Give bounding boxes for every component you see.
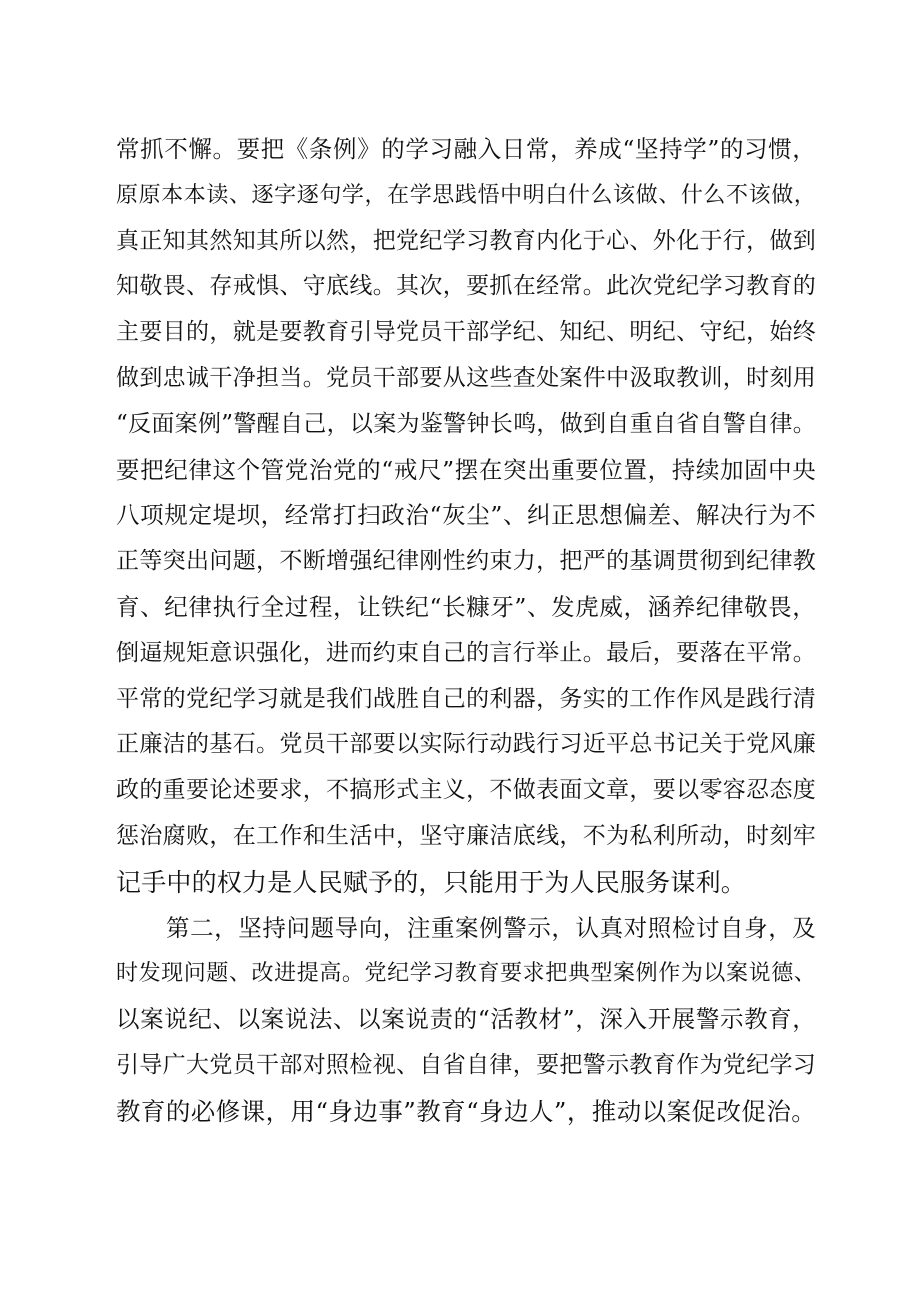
text-line: 惩治腐败，在工作和生活中，坚守廉洁底线，不为私利所动，时刻牢 bbox=[116, 822, 816, 849]
text-line: 倒逼规矩意识强化，进而约束自己的言行举止。最后，要落在平常。 bbox=[116, 639, 816, 666]
paragraph-1 bbox=[116, 127, 816, 906]
text-line: 主要目的，就是要教育引导党员干部学纪、知纪、明纪、守纪，始终 bbox=[116, 319, 816, 346]
text-line: 真正知其然知其所以然，把党纪学习教育内化于心、外化于行，做到 bbox=[116, 227, 816, 254]
text-line: 知敬畏、存戒惧、守底线。其次，要抓在经常。此次党纪学习教育的 bbox=[116, 273, 816, 300]
text-line: 原原本本读、逐字逐句学，在学思践悟中明白什么该做、什么不该做， bbox=[116, 182, 816, 208]
text-line: 以案说纪、以案说法、以案说责的“活教材”，深入开展警示教育， bbox=[116, 1005, 816, 1034]
text-line: 正廉洁的基石。党员干部要以实际行动践行习近平总书记关于党风廉 bbox=[116, 731, 816, 758]
text-line: “反面案例”警醒自己，以案为鉴警钟长鸣，做到自重自省自警自律。 bbox=[116, 410, 816, 437]
text-line: 引导广大党员干部对照检视、自省自律，要把警示教育作为党纪学习 bbox=[116, 1051, 816, 1078]
body-text bbox=[116, 127, 816, 1135]
text-line: 记手中的权力是人民赋予的，只能用于为人民服务谋利。 bbox=[116, 867, 747, 897]
text-line: 时发现问题、改进提高。党纪学习教育要求把典型案例作为以案说德、 bbox=[116, 961, 816, 987]
text-line: 教育的必修课，用“身边事”教育“身边人”，推动以案促改促治。 bbox=[116, 1096, 816, 1126]
text-line: 常抓不懈。要把《条例》的学习融入日常，养成“坚持学”的习惯， bbox=[116, 135, 816, 163]
text-line: 平常的党纪学习就是我们战胜自己的利器，务实的工作作风是践行清 bbox=[116, 685, 816, 712]
text-line: 正等突出问题，不断增强纪律刚性约束力，把严的基调贯彻到纪律教 bbox=[116, 548, 816, 575]
text-line: 第二，坚持问题导向，注重案例警示，认真对照检讨自身，及 bbox=[166, 913, 816, 942]
paragraph-2 bbox=[116, 906, 816, 1135]
text-line: 要把纪律这个管党治党的“戒尺”摆在突出重要位置，持续加固中央 bbox=[116, 455, 816, 484]
text-line: 八项规定堤坝，经常打扫政治“灰尘”、纠正思想偏差、解决行为不 bbox=[116, 501, 816, 530]
text-line: 育、纪律执行全过程，让铁纪“长糠牙”、发虎威，涵养纪律敬畏， bbox=[116, 592, 816, 621]
text-line: 政的重要论述要求，不搞形式主义，不做表面文章，要以零容忍态度 bbox=[116, 777, 816, 804]
text-line: 做到忠诚干净担当。党员干部要从这些查处案件中汲取教训，时刻用 bbox=[116, 364, 816, 391]
